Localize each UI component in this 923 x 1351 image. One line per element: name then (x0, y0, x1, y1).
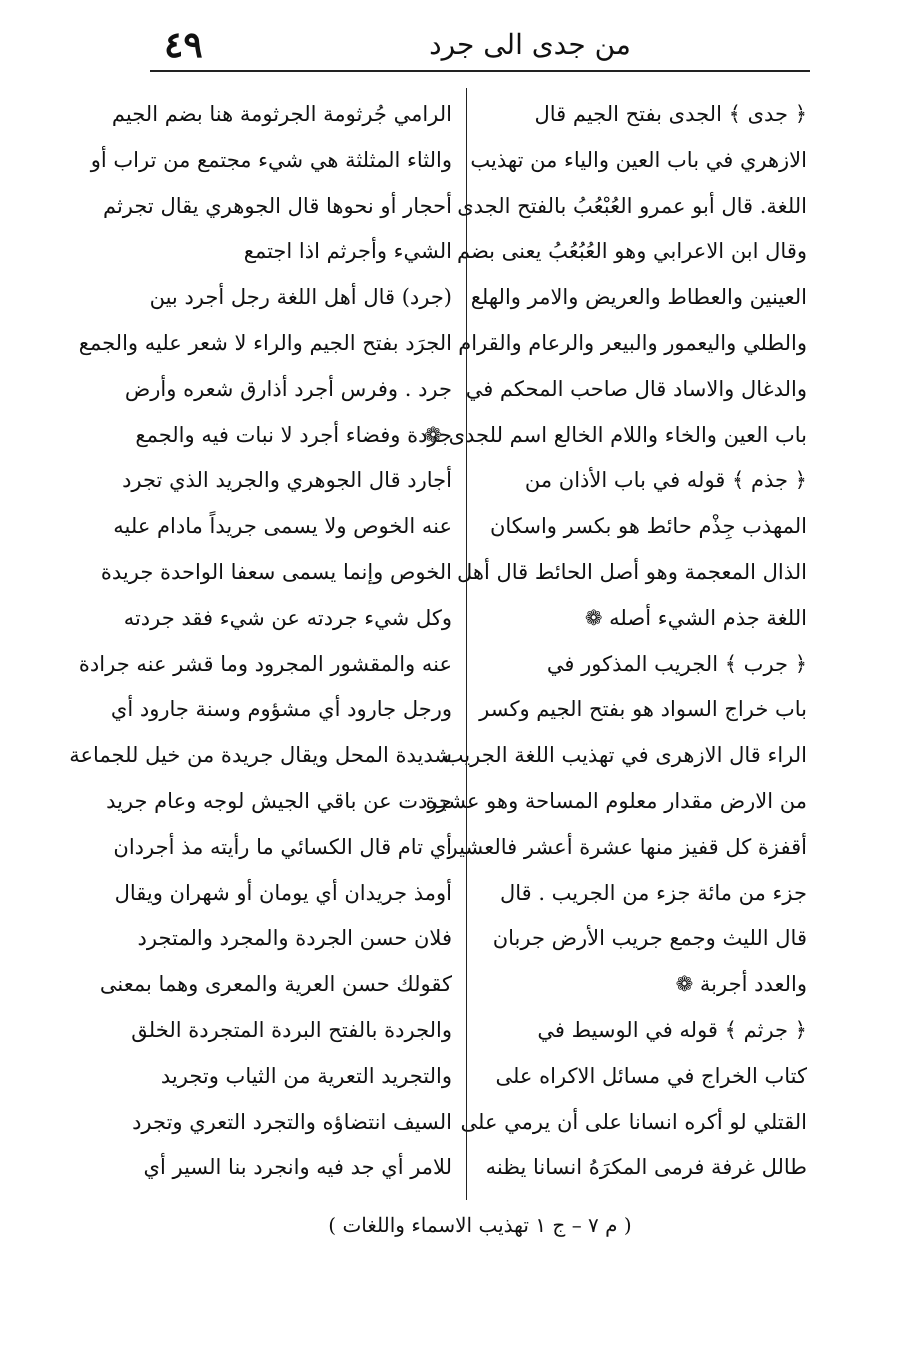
left-column-line: والتجريد التعرية من الثياب وتجريد (160, 1063, 452, 1088)
left-column-line: ورجل جارود أي مشؤوم وسنة جارود أي (110, 697, 452, 722)
left-column-line: الرامي جُرثومة الجرثومة هنا بضم الجيم (111, 102, 452, 126)
left-column-line: فلان حسن الجردة والمجرد والمتجرد (137, 926, 452, 951)
header-rule (150, 70, 810, 72)
right-column-line: العينين والعطاط والعريض والامر والهلع (470, 285, 807, 310)
left-column-line: جردت عن باقي الجيش لوجه وعام جريد (106, 788, 452, 813)
right-column-line: والدغال والاساد قال صاحب المحكم في (465, 376, 807, 401)
running-title: من جدى الى جرد (429, 28, 631, 61)
right-column-line: باب العين والخاء واللام الخالع اسم للجدى ❁ (424, 422, 807, 447)
page-number: ٤٩ (164, 24, 203, 66)
left-column-line: السيف انتضاؤه والتجرد التعري وتجرد (132, 1109, 452, 1134)
left-column-line: أجارد قال الجوهري والجريد الذي تجرد (122, 468, 452, 493)
right-column-line: ﴿ جدى ﴾ الجدى بفتح الجيم قال (534, 102, 807, 126)
left-column-line: شديدة المحل ويقال جريدة من خيل للجماعة (69, 743, 452, 768)
left-column-line: وكل شيء جردته عن شيء فقد جردته (123, 605, 452, 630)
left-column-line: (جرد) قال أهل اللغة رجل أجرد بين (149, 285, 452, 310)
left-column-line: كقولك حسن العرية والمعرى وهما بمعنى (99, 972, 452, 997)
left-column-line: جرد . وفرس أجرد أذارق شعره وأرض (124, 376, 452, 401)
right-column-line: اللغة جذم الشيء أصله ❁ (584, 605, 807, 630)
right-column-line: قال الليث وجمع جريب الأرض جربان (492, 926, 807, 951)
left-column-line: والجردة بالفتح البردة المتجردة الخلق (131, 1017, 452, 1042)
left-column-line: الشيء وأجرثم اذا اجتمع (243, 239, 452, 264)
footer-signature: ( م ٧ – ج ١ تهذيب الاسماء واللغات ) (328, 1213, 632, 1237)
right-column-line: والعدد أجربة ❁ (675, 972, 807, 997)
left-column-line: الجرَد بفتح الجيم والراء لا شعر عليه والجمع (78, 330, 452, 355)
left-column-line: أحجار أو نحوها قال الجوهري يقال تجرثم (102, 193, 452, 218)
left-column-line: جردة وفضاء أجرد لا نبات فيه والجمع (135, 422, 452, 447)
left-column-line: والثاء المثلثة هي شيء مجتمع من تراب أو (90, 147, 452, 172)
right-column-line: القتلي لو أكره انسانا على أن يرمي على (460, 1109, 807, 1134)
left-column-line: عنه والمقشور المجرود وما قشر عنه جرادة (78, 651, 452, 676)
right-column-line: باب خراج السواد هو بفتح الجيم وكسر (479, 697, 807, 722)
right-column-line: ﴿ جذم ﴾ قوله في باب الأذان من (524, 468, 807, 493)
right-column-line: الراء قال الازهرى في تهذيب اللغة الجريب (443, 743, 807, 768)
left-column-line: للامر أي جد فيه وانجرد بنا السير أي (143, 1155, 452, 1180)
right-column-line: والطلي واليعمور والبيعر والرعام والقرام (458, 330, 807, 355)
left-column (69, 92, 452, 1191)
left-column-line: عنه الخوص ولا يسمى جريداً مادام عليه (113, 514, 452, 539)
page-header (150, 22, 810, 68)
right-column-line: أقفزة كل قفيز منها عشرة أعشر فالعشير (447, 834, 807, 859)
right-column-line: طالل غرفة فرمى المكرَهُ انسانا يظنه (485, 1155, 807, 1180)
right-column-line: الازهري في باب العين والياء من تهذيب (470, 147, 807, 172)
right-column (424, 92, 807, 1191)
column-divider (466, 88, 467, 1200)
left-column-line: أي تام قال الكسائي ما رأيته مذ أجردان (113, 834, 452, 859)
right-column-line: وقال ابن الاعرابي وهو العُبُعُبُ يعنى بضم (456, 239, 807, 264)
left-column-line: أومذ جريدان أي يومان أو شهران ويقال (114, 880, 452, 905)
right-column-line: كتاب الخراج في مسائل الاكراه على (495, 1063, 807, 1088)
right-column-line: من الارض مقدار معلوم المساحة وهو عشرة (425, 788, 807, 813)
right-column-line: ﴿ جرب ﴾ الجريب المذكور في (546, 651, 807, 676)
left-column-line: الخوص وإنما يسمى سعفا الواحدة جريدة (100, 559, 452, 584)
right-column-line: ﴿ جرثم ﴾ قوله في الوسيط في (537, 1017, 807, 1042)
right-column-line: جزء من مائة جزء من الجريب . قال (499, 880, 807, 905)
right-column-line: اللغة. قال أبو عمرو العُبْعُبُ بالفتح الجدى (457, 193, 807, 218)
right-column-line: المهذب جِذْم حائط هو بكسر واسكان (489, 514, 807, 539)
right-column-line: الذال المعجمة وهو أصل الحائط قال أهل (457, 559, 807, 584)
